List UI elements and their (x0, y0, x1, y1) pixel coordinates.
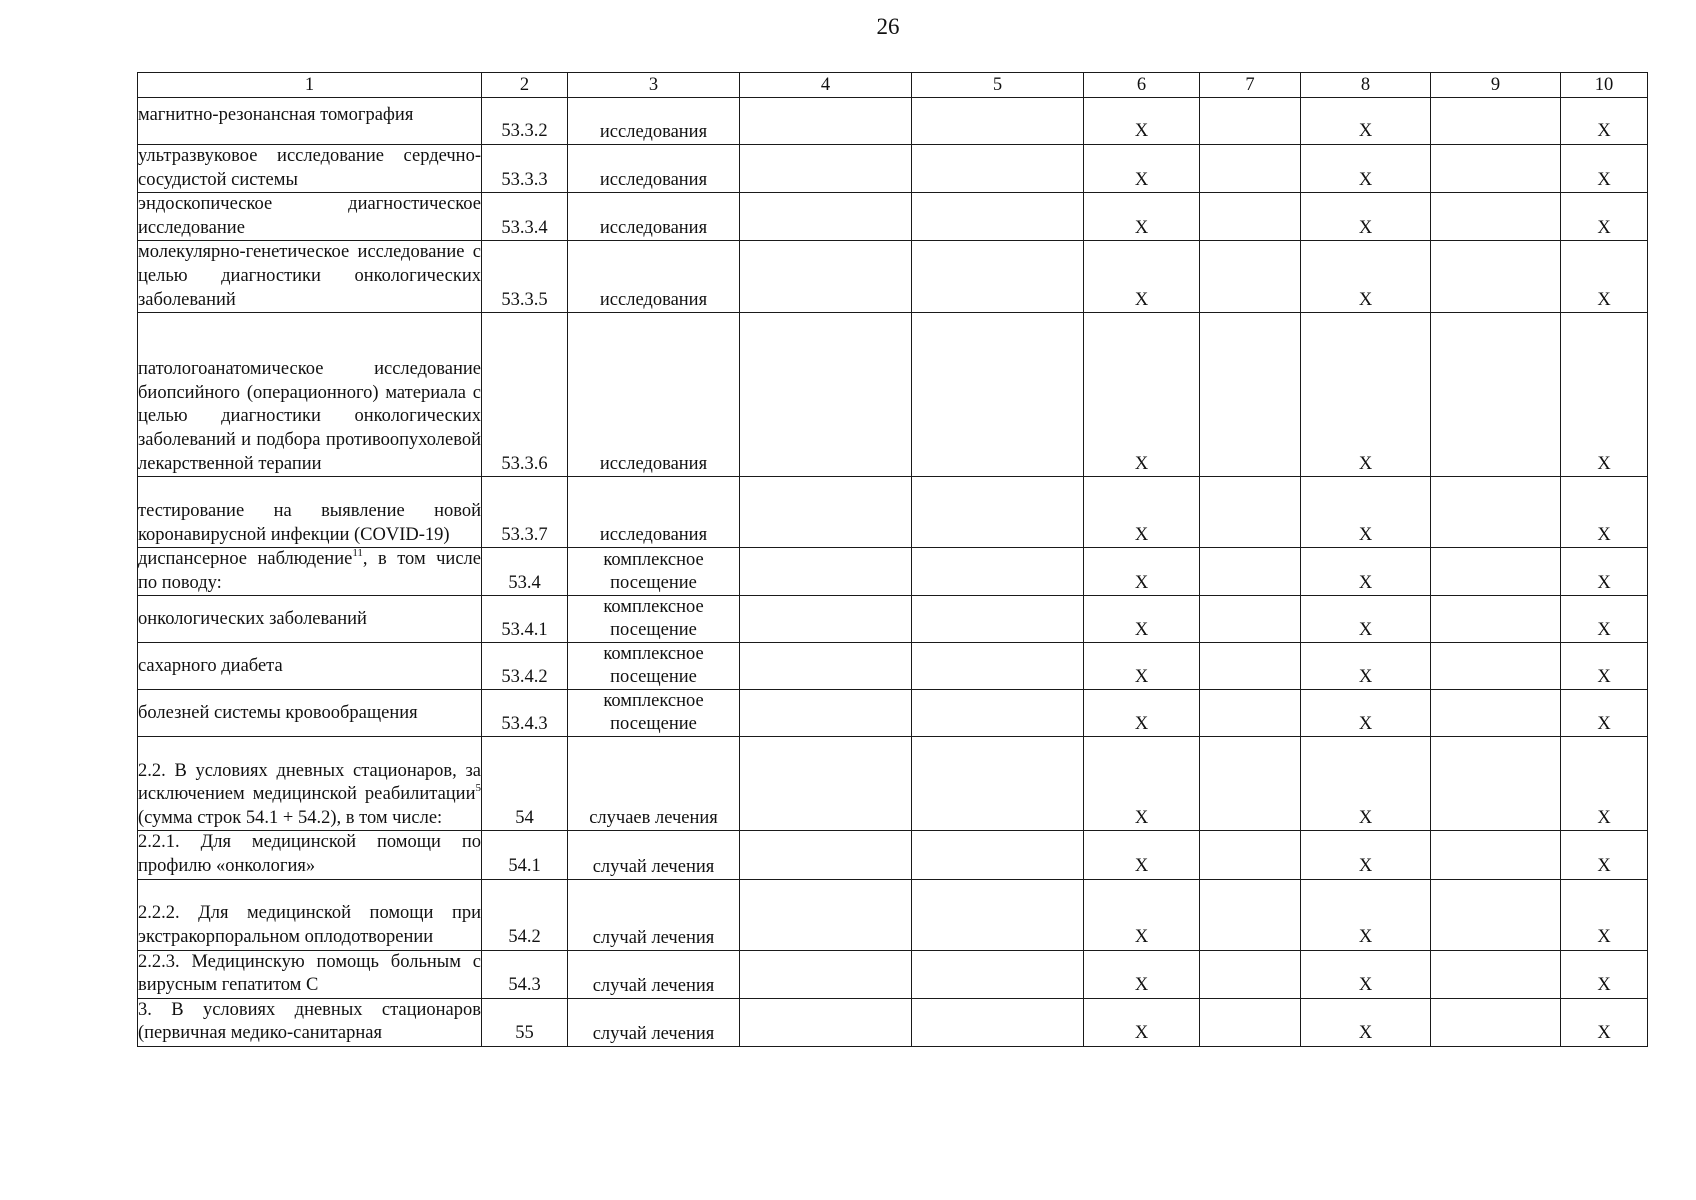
cell-col10: X (1561, 879, 1648, 950)
row-code: 54.3 (482, 950, 568, 998)
table-row (138, 690, 1648, 737)
cell-col4 (740, 690, 912, 737)
cell-col6: X (1084, 548, 1200, 596)
table-row (138, 313, 1648, 477)
row-name: 2.2.2. Для медицинской помощи при экстракорпоральном оплодотворении (138, 879, 482, 950)
cell-col7 (1200, 998, 1301, 1046)
row-code: 53.3.4 (482, 193, 568, 241)
cell-col5 (912, 950, 1084, 998)
cell-col10: X (1561, 241, 1648, 313)
cell-col9 (1431, 98, 1561, 145)
row-name (138, 548, 482, 596)
cell-col9 (1431, 548, 1561, 596)
row-unit: комплексное посещение (568, 643, 740, 690)
row-code: 53.3.2 (482, 98, 568, 145)
table-row (138, 950, 1648, 998)
cell-col4 (740, 879, 912, 950)
cell-col6: X (1084, 98, 1200, 145)
cell-col5 (912, 548, 1084, 596)
cell-col7 (1200, 879, 1301, 950)
cell-col10: X (1561, 548, 1648, 596)
column-header: 10 (1561, 73, 1648, 98)
cell-col6: X (1084, 643, 1200, 690)
cell-col6: X (1084, 596, 1200, 643)
row-unit: комплексное посещение (568, 690, 740, 737)
cell-col4 (740, 241, 912, 313)
column-header: 7 (1200, 73, 1301, 98)
row-code: 53.4.1 (482, 596, 568, 643)
column-header: 6 (1084, 73, 1200, 98)
cell-col5 (912, 241, 1084, 313)
row-code: 55 (482, 998, 568, 1046)
row-name: 2.2.3. Медицинскую помощь больным с вирусным гепатитом С (138, 950, 482, 998)
cell-col7 (1200, 643, 1301, 690)
row-name: эндоскопическое диагностическое исследование (138, 193, 482, 241)
cell-col7 (1200, 596, 1301, 643)
cell-col5 (912, 477, 1084, 548)
row-unit: исследования (568, 477, 740, 548)
row-name-text: 2.2. В условиях дневных стационаров, за исключением медицинской реабилитации (138, 760, 481, 805)
cell-col7 (1200, 477, 1301, 548)
row-code: 53.4 (482, 548, 568, 596)
cell-col9 (1431, 998, 1561, 1046)
cell-col8: X (1301, 98, 1431, 145)
row-name (138, 737, 482, 831)
row-name: магнитно-резонансная томография (138, 98, 482, 145)
cell-col7 (1200, 193, 1301, 241)
table-row (138, 737, 1648, 831)
cell-col9 (1431, 737, 1561, 831)
cell-col6: X (1084, 193, 1200, 241)
cell-col10: X (1561, 998, 1648, 1046)
cell-col9 (1431, 643, 1561, 690)
row-unit: исследования (568, 313, 740, 477)
cell-col8: X (1301, 643, 1431, 690)
cell-col10: X (1561, 98, 1648, 145)
row-name: 2.2.1. Для медицинской помощи по профилю «онкология» (138, 831, 482, 879)
table-row (138, 998, 1648, 1046)
cell-col8: X (1301, 998, 1431, 1046)
cell-col4 (740, 998, 912, 1046)
row-name: болезней системы кровообращения (138, 690, 482, 737)
column-header: 8 (1301, 73, 1431, 98)
column-header: 4 (740, 73, 912, 98)
cell-col4 (740, 477, 912, 548)
row-unit: случай лечения (568, 998, 740, 1046)
table-row (138, 643, 1648, 690)
cell-col9 (1431, 831, 1561, 879)
row-unit: случай лечения (568, 950, 740, 998)
row-unit: исследования (568, 145, 740, 193)
cell-col5 (912, 879, 1084, 950)
row-name-tail: , в том числе по поводу: (138, 549, 481, 593)
page-number: 26 (876, 14, 900, 39)
cell-col7 (1200, 831, 1301, 879)
cell-col10: X (1561, 737, 1648, 831)
cell-col7 (1200, 145, 1301, 193)
row-name: ультразвуковое исследование сердечно-сосудистой системы (138, 145, 482, 193)
row-name-text: диспансерное наблюдение (138, 549, 353, 570)
row-name: 3. В условиях дневных стационаров (первичная медико-санитарная (138, 998, 482, 1046)
row-unit: исследования (568, 193, 740, 241)
row-unit: исследования (568, 98, 740, 145)
cell-col10: X (1561, 193, 1648, 241)
cell-col8: X (1301, 690, 1431, 737)
row-code: 54.1 (482, 831, 568, 879)
cell-col10: X (1561, 690, 1648, 737)
cell-col4 (740, 193, 912, 241)
cell-col10: X (1561, 313, 1648, 477)
cell-col5 (912, 596, 1084, 643)
cell-col7 (1200, 98, 1301, 145)
row-name: онкологических заболеваний (138, 596, 482, 643)
table-row (138, 477, 1648, 548)
cell-col4 (740, 596, 912, 643)
row-unit: комплексное посещение (568, 596, 740, 643)
table-row (138, 193, 1648, 241)
row-unit: комплексное посещение (568, 548, 740, 596)
cell-col6: X (1084, 690, 1200, 737)
cell-col10: X (1561, 831, 1648, 879)
cell-col5 (912, 98, 1084, 145)
row-code: 54 (482, 737, 568, 831)
cell-col9 (1431, 193, 1561, 241)
cell-col4 (740, 548, 912, 596)
footnote-mark: 5 (475, 782, 481, 795)
row-code: 53.4.3 (482, 690, 568, 737)
cell-col8: X (1301, 241, 1431, 313)
table-row (138, 879, 1648, 950)
cell-col6: X (1084, 879, 1200, 950)
cell-col5 (912, 313, 1084, 477)
cell-col8: X (1301, 950, 1431, 998)
cell-col7 (1200, 737, 1301, 831)
cell-col5 (912, 643, 1084, 690)
cell-col8: X (1301, 879, 1431, 950)
table-row (138, 548, 1648, 596)
cell-col9 (1431, 313, 1561, 477)
row-name-tail: (сумма строк 54.1 + 54.2), в том числе: (138, 807, 443, 828)
cell-col4 (740, 737, 912, 831)
cell-col4 (740, 950, 912, 998)
column-header: 3 (568, 73, 740, 98)
row-unit: случай лечения (568, 831, 740, 879)
cell-col6: X (1084, 998, 1200, 1046)
cell-col6: X (1084, 831, 1200, 879)
cell-col9 (1431, 879, 1561, 950)
column-header: 5 (912, 73, 1084, 98)
row-code: 53.3.3 (482, 145, 568, 193)
table-row (138, 98, 1648, 145)
cell-col8: X (1301, 477, 1431, 548)
cell-col10: X (1561, 950, 1648, 998)
row-unit: исследования (568, 241, 740, 313)
table-row (138, 831, 1648, 879)
cell-col7 (1200, 690, 1301, 737)
report-table (137, 72, 1648, 1047)
cell-col5 (912, 737, 1084, 831)
cell-col10: X (1561, 145, 1648, 193)
cell-col8: X (1301, 737, 1431, 831)
cell-col8: X (1301, 831, 1431, 879)
row-name: тестирование на выявление новой коронавирусной инфекции (COVID-19) (138, 477, 482, 548)
row-code: 53.3.5 (482, 241, 568, 313)
cell-col7 (1200, 548, 1301, 596)
cell-col8: X (1301, 596, 1431, 643)
header-row (138, 73, 1648, 98)
cell-col9 (1431, 950, 1561, 998)
cell-col5 (912, 831, 1084, 879)
cell-col9 (1431, 241, 1561, 313)
cell-col8: X (1301, 193, 1431, 241)
cell-col4 (740, 145, 912, 193)
cell-col8: X (1301, 145, 1431, 193)
cell-col6: X (1084, 241, 1200, 313)
cell-col4 (740, 313, 912, 477)
table-row (138, 241, 1648, 313)
row-unit: случай лечения (568, 879, 740, 950)
cell-col10: X (1561, 477, 1648, 548)
row-code: 53.3.6 (482, 313, 568, 477)
cell-col5 (912, 145, 1084, 193)
cell-col7 (1200, 313, 1301, 477)
cell-col5 (912, 690, 1084, 737)
cell-col8: X (1301, 313, 1431, 477)
row-code: 53.4.2 (482, 643, 568, 690)
cell-col4 (740, 98, 912, 145)
row-name: молекулярно-генетическое исследование с целью диагностики онкологических заболеваний (138, 241, 482, 313)
cell-col7 (1200, 950, 1301, 998)
cell-col6: X (1084, 145, 1200, 193)
row-name: патологоанатомическое исследование биопсийного (операционного) материала с целью диагностики онкологических заболеваний и подбора противоопухолевой лекарственной терапии (138, 313, 482, 477)
cell-col6: X (1084, 737, 1200, 831)
cell-col4 (740, 643, 912, 690)
table-row (138, 596, 1648, 643)
row-code: 53.3.7 (482, 477, 568, 548)
cell-col5 (912, 998, 1084, 1046)
cell-col5 (912, 193, 1084, 241)
cell-col6: X (1084, 313, 1200, 477)
footnote-mark: 11 (352, 547, 363, 560)
cell-col7 (1200, 241, 1301, 313)
row-code: 54.2 (482, 879, 568, 950)
cell-col9 (1431, 690, 1561, 737)
cell-col8: X (1301, 548, 1431, 596)
cell-col6: X (1084, 950, 1200, 998)
cell-col9 (1431, 596, 1561, 643)
row-unit: случаев лечения (568, 737, 740, 831)
column-header: 9 (1431, 73, 1561, 98)
cell-col9 (1431, 477, 1561, 548)
column-header: 2 (482, 73, 568, 98)
table-row (138, 145, 1648, 193)
cell-col10: X (1561, 643, 1648, 690)
cell-col10: X (1561, 596, 1648, 643)
cell-col4 (740, 831, 912, 879)
cell-col6: X (1084, 477, 1200, 548)
row-name: сахарного диабета (138, 643, 482, 690)
cell-col9 (1431, 145, 1561, 193)
column-header: 1 (138, 73, 482, 98)
